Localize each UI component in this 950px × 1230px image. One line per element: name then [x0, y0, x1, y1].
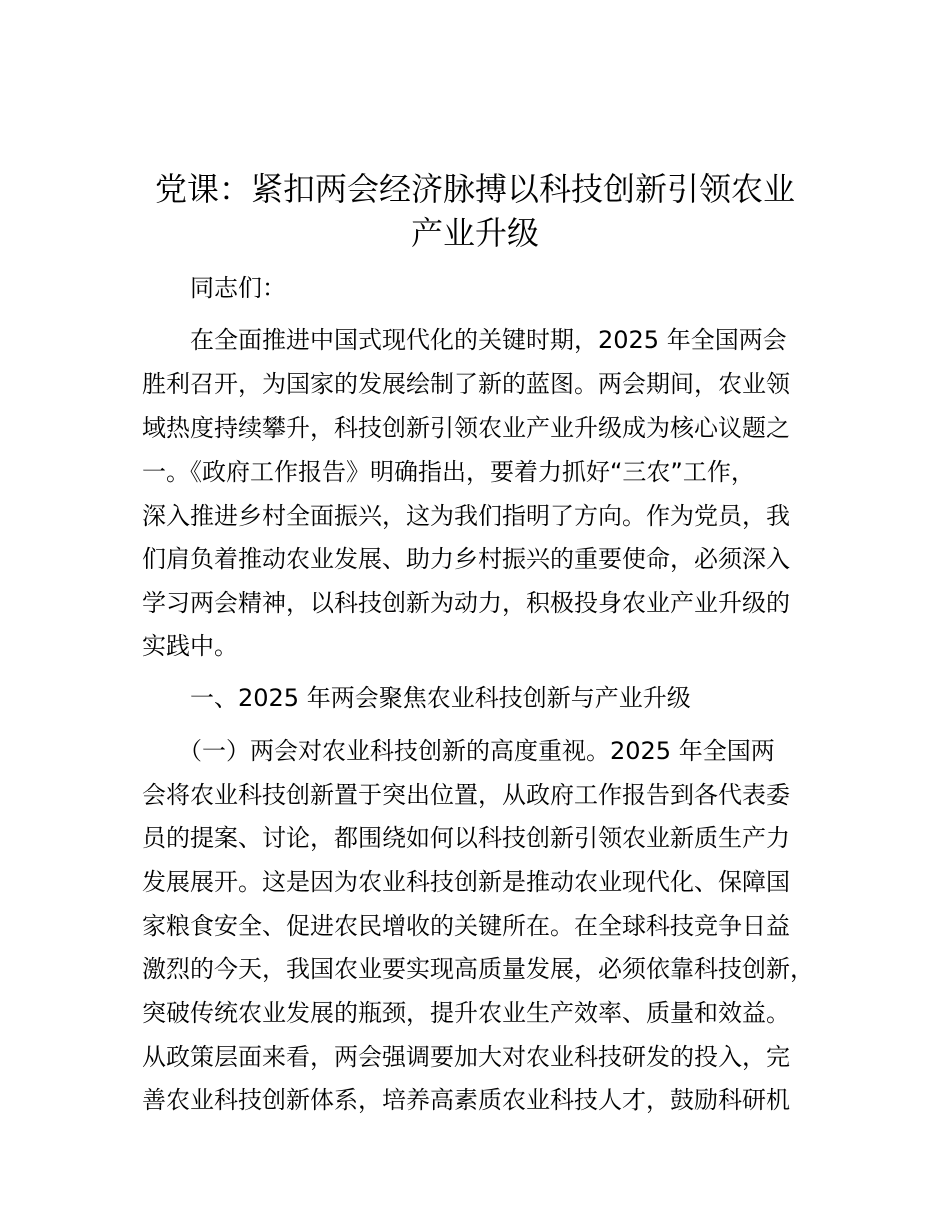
paragraph-line: 家粮食安全、促进农民增收的关键所在。在全球科技竞争日益: [142, 912, 790, 940]
section-heading: 一、2025 年两会聚焦农业科技创新与产业升级: [190, 684, 691, 712]
paragraph-line: 在全面推进中国式现代化的关键时期，2025 年全国两会: [190, 326, 787, 354]
paragraph-line: 会将农业科技创新置于突出位置，从政府工作报告到各代表委: [142, 781, 790, 809]
paragraph-line: 们肩负着推动农业发展、助力乡村振兴的重要使命，必须深入: [142, 545, 790, 573]
paragraph-line: 一。《政府工作报告》明确指出，要着力抓好“三农”工作，: [142, 458, 755, 486]
paragraph-line: 发展展开。这是因为农业科技创新是推动农业现代化、保障国: [142, 868, 790, 896]
paragraph-line: 实践中。: [142, 632, 238, 660]
document-title-line-1: 党课：紧扣两会经济脉搏以科技创新引领农业: [154, 170, 795, 208]
paragraph-line: 胜利召开，为国家的发展绘制了新的蓝图。两会期间，农业领: [142, 370, 790, 398]
paragraph-line: 突破传统农业发展的瓶颈，提升农业生产效率、质量和效益。: [142, 999, 790, 1027]
paragraph-line: （一）两会对农业科技创新的高度重视。2025 年全国两: [178, 737, 775, 765]
paragraph-line: 学习两会精神，以科技创新为动力，积极投身农业产业升级的: [142, 589, 790, 617]
greeting: 同志们：: [190, 274, 286, 302]
paragraph-line: 员的提案、讨论，都围绕如何以科技创新引领农业新质生产力: [142, 824, 790, 852]
paragraph-line: 域热度持续攀升，科技创新引领农业产业升级成为核心议题之: [142, 414, 790, 442]
paragraph-line: 从政策层面来看，两会强调要加大对农业科技研发的投入，完: [142, 1043, 790, 1071]
document-title-line-2: 产业升级: [410, 214, 539, 252]
paragraph-line: 深入推进乡村全面振兴，这为我们指明了方向。作为党员，我: [142, 502, 790, 530]
paragraph-line: 激烈的今天，我国农业要实现高质量发展，必须依靠科技创新，: [142, 955, 814, 983]
paragraph-line: 善农业科技创新体系，培养高素质农业科技人才，鼓励科研机: [142, 1086, 790, 1114]
